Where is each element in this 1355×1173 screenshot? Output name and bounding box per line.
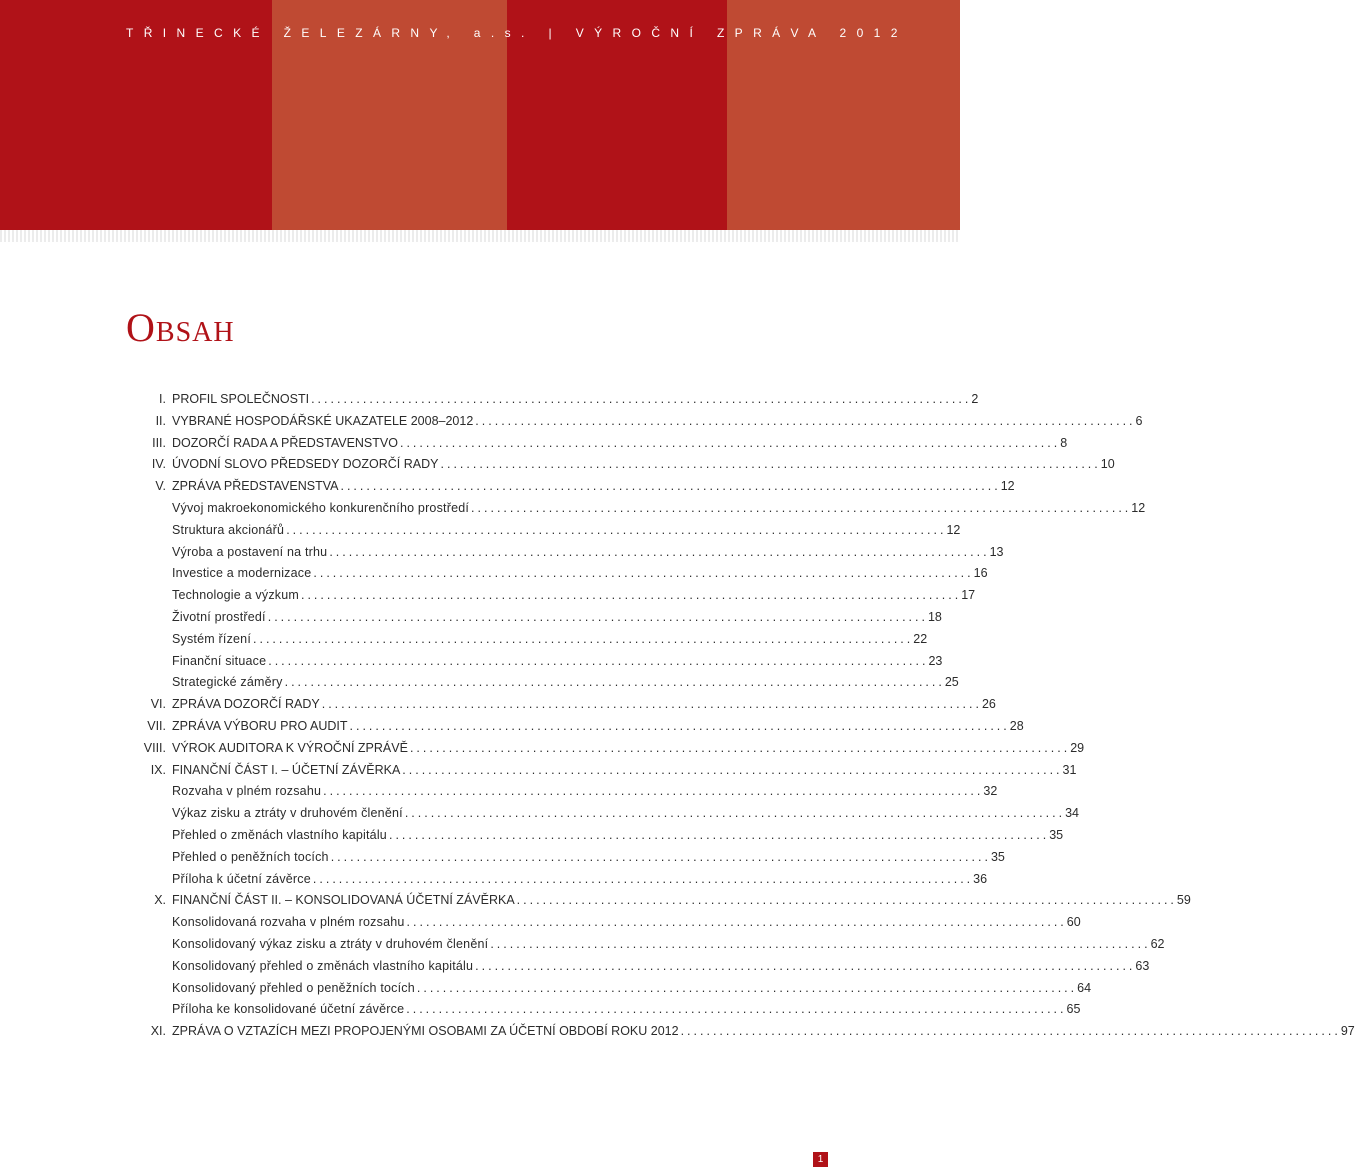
toc-entry [130,476,1015,498]
toc-entry [130,869,988,891]
dot-leader: ...................................................................................................... [680,1024,1341,1039]
toc-entry [130,1021,1355,1043]
toc-entry [130,781,998,803]
toc-entry-label: FINANČNÍ ČÁST I. – ÚČETNÍ ZÁVĚRKA [172,762,401,777]
dot-leader: ...................................................................................................... [475,413,1136,428]
toc-entry-label: ÚVODNÍ SLOVO PŘEDSEDY DOZORČÍ RADY [172,457,439,472]
toc-entry-page: 17 [961,588,976,603]
dot-leader: ...................................................................................................... [253,631,914,646]
report-title: TŘINECKÉ ŽELEZÁRNY, a.s. | VÝROČNÍ ZPRÁVA 2012 [126,26,908,40]
dot-leader: ...................................................................................................... [475,958,1136,973]
toc-entry-page: 35 [990,849,1005,864]
toc-entry-page: 23 [928,653,943,668]
toc-entry-page: 29 [1070,740,1085,755]
toc-entry [130,760,1077,782]
toc-entry-page: 12 [1000,479,1015,494]
toc-entry [130,672,959,694]
toc-entry-page: 60 [1066,915,1081,930]
toc-entry [130,629,928,651]
dot-leader: ...................................................................................................... [490,936,1151,951]
toc-entry-label: Příloha k účetní závěrce [172,871,311,886]
toc-entry-number: V. [155,479,166,494]
toc-entry [130,912,1081,934]
dot-leader: ...................................................................................................... [313,566,974,581]
dot-leader: ...................................................................................................... [406,915,1067,930]
dot-leader: ...................................................................................................... [409,740,1071,755]
toc-entry [130,520,961,542]
dot-leader: ...................................................................................................... [267,609,928,624]
dot-leader: ...................................................................................................... [312,871,974,886]
toc-entry [130,890,1191,912]
toc-entry [130,978,1092,1000]
toc-entry-label: Konsolidovaná rozvaha v plném rozsahu [172,915,405,930]
toc-entry-page: 10 [1100,457,1115,472]
toc-entry-number: IV. [151,457,166,472]
toc-entry-label: Systém řízení [172,631,252,646]
dot-leader: ...................................................................................................... [402,762,1063,777]
dot-leader: ...................................................................................................... [284,675,945,690]
toc-entry-number: VIII. [143,740,166,755]
toc-entry-page: 18 [927,609,942,624]
toc-entry [130,956,1150,978]
dot-leader: ...................................................................................................... [516,893,1177,908]
toc-entry-label: Konsolidovaný přehled o změnách vlastního kapitálu [172,958,474,973]
page-number: 1 [813,1152,828,1167]
toc-entry-number: VI. [150,697,166,712]
dot-leader: ...................................................................................................... [268,653,929,668]
toc-entry-page: 26 [981,697,996,712]
toc-entry-label: Rozvaha v plném rozsahu [172,784,322,799]
toc-entry [130,651,943,673]
toc-entry [130,803,1079,825]
dot-leader: ...................................................................................................... [349,718,1010,733]
toc-entry [130,411,1143,433]
toc-entry-page: 62 [1150,936,1165,951]
dot-leader: ...................................................................................................... [388,827,1050,842]
dot-leader: ...................................................................................................... [399,435,1061,450]
toc-entry-page: 12 [946,522,961,537]
toc-entry-page: 8 [1060,435,1068,450]
dot-leader: ...................................................................................................... [404,806,1066,821]
toc-entry-label: ZPRÁVA PŘEDSTAVENSTVA [172,479,339,494]
toc-entry-label: Vývoj makroekonomického konkurenčního prostředí [172,500,470,515]
page-title: Obsah [126,305,235,350]
toc-entry [130,498,1146,520]
dot-leader: ...................................................................................................... [330,849,991,864]
toc-entry-page: 16 [973,566,988,581]
toc-entry-number: XI. [150,1024,166,1039]
toc-entry-label: Technologie a výzkum [172,588,299,603]
toc-entry-label: Výroba a postavení na trhu [172,544,328,559]
toc-entry-label: VYBRANÉ HOSPODÁŘSKÉ UKAZATELE 2008–2012 [172,413,474,428]
dot-leader: ...................................................................................................... [300,588,962,603]
toc-entry [130,433,1068,455]
toc-entry [130,585,976,607]
toc-entry-label: Životní prostředí [172,609,266,624]
toc-entry-label: ZPRÁVA DOZORČÍ RADY [172,697,320,712]
toc-entry-label: Příloha ke konsolidované účetní závěrce [172,1002,405,1017]
toc-entry-page: 64 [1077,980,1092,995]
toc-entry-page: 31 [1062,762,1077,777]
toc-entry-label: ZPRÁVA O VZTAZÍCH MEZI PROPOJENÝMI OSOBAMI ZA ÚČETNÍ OBDOBÍ ROKU 2012 [172,1024,679,1039]
toc-entry [130,716,1024,738]
dot-leader: ...................................................................................................... [311,392,972,406]
toc-entry-label: FINANČNÍ ČÁST II. – KONSOLIDOVANÁ ÚČETNÍ ZÁVĚRKA [172,893,515,908]
dot-leader: ...................................................................................................... [406,1002,1067,1017]
toc-entry [130,454,1115,476]
toc-entry [130,563,988,585]
dot-leader: ...................................................................................................... [329,544,990,559]
toc-entry-number: I. [159,392,166,406]
toc-entry-label: ZPRÁVA VÝBORU PRO AUDIT [172,718,348,733]
toc-entry [130,934,1165,956]
toc-entry [130,999,1081,1021]
toc-entry-label: Struktura akcionářů [172,522,285,537]
toc-entry-page: 13 [989,544,1004,559]
toc-entry-page: 63 [1135,958,1150,973]
toc-entry [130,542,1004,564]
dot-leader: ...................................................................................................... [440,457,1101,472]
toc-entry-page: 25 [944,675,959,690]
toc-entry-label: DOZORČÍ RADA A PŘEDSTAVENSTVO [172,435,398,450]
dot-leader: ...................................................................................................... [321,697,982,712]
toc-entry-label: Výkaz zisku a ztráty v druhovém členění [172,806,403,821]
toc-entry-page: 97 [1340,1024,1355,1039]
toc-entry-page: 12 [1131,500,1146,515]
toc-entry-label: PROFIL SPOLEČNOSTI [172,392,310,406]
toc-entry-page: 35 [1049,827,1064,842]
toc-entry-label: Investice a modernizace [172,566,312,581]
toc-entry-label: Strategické záměry [172,675,283,690]
header-pattern-strip [0,230,960,242]
toc-entry-label: Konsolidovaný přehled o peněžních tocích [172,980,415,995]
dot-leader: ...................................................................................................... [416,980,1078,995]
toc-entry-page: 32 [983,784,998,799]
toc-entry [130,607,942,629]
toc-entry-label: Přehled o peněžních tocích [172,849,329,864]
toc-entry-number: VII. [147,718,166,733]
toc-entry-page: 36 [973,871,988,886]
table-of-contents [130,389,1355,1043]
toc-entry [130,389,979,411]
toc-entry-page: 6 [1135,413,1143,428]
toc-entry-number: X. [154,893,166,908]
toc-entry [130,825,1064,847]
toc-entry-label: Přehled o změnách vlastního kapitálu [172,827,387,842]
dot-leader: ...................................................................................................... [340,479,1001,494]
dot-leader: ...................................................................................................... [286,522,947,537]
toc-entry-page: 65 [1066,1002,1081,1017]
dot-leader: ...................................................................................................... [323,784,984,799]
toc-entry [130,847,1005,869]
toc-entry-page: 28 [1009,718,1024,733]
toc-entry-number: IX. [150,762,166,777]
toc-entry-page: 34 [1065,806,1079,821]
toc-entry-page: 2 [971,392,979,406]
toc-entry-page: 22 [913,631,928,646]
toc-entry [130,738,1085,760]
toc-entry [130,694,996,716]
toc-entry-number: III. [152,435,166,450]
dot-leader: ...................................................................................................... [471,500,1132,515]
toc-entry-label: Finanční situace [172,653,267,668]
toc-entry-number: II. [155,413,166,428]
toc-entry-page: 59 [1176,893,1191,908]
toc-entry-label: VÝROK AUDITORA K VÝROČNÍ ZPRÁVĚ [172,740,408,755]
toc-entry-label: Konsolidovaný výkaz zisku a ztráty v druhovém členění [172,936,489,951]
